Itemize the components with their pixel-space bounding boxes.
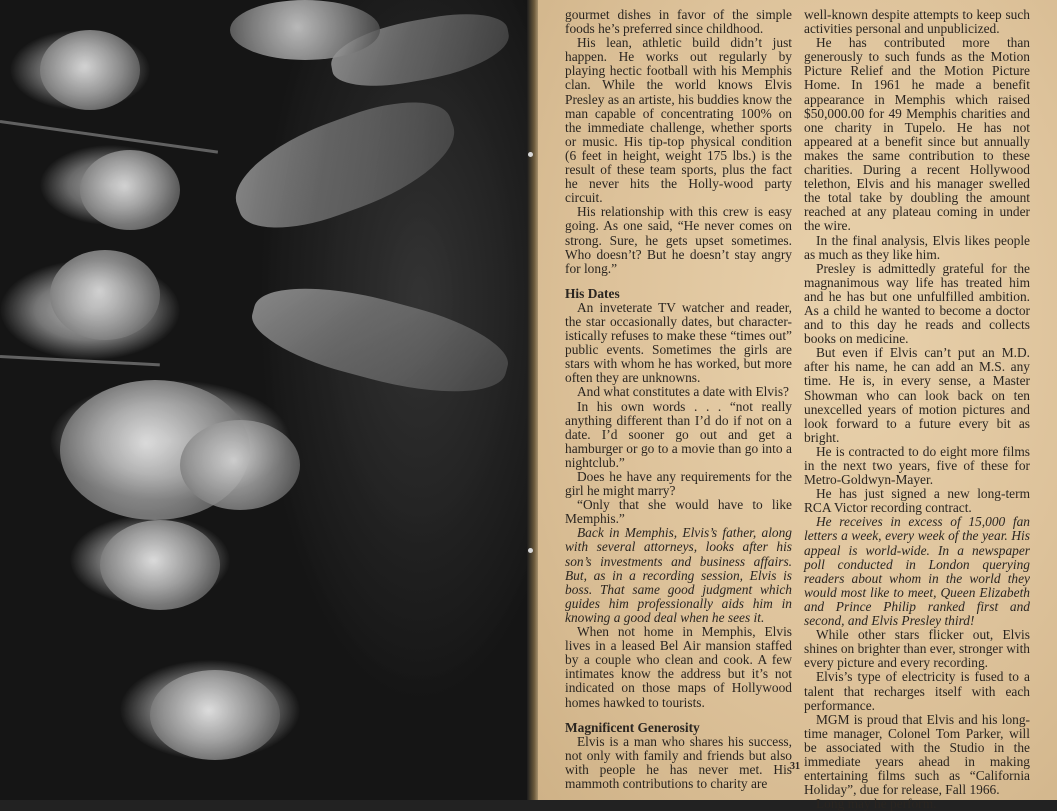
light-streak [0, 120, 218, 154]
paragraph: He is contracted to do eight more films in the next two years, five of these for Metro-Goldwyn-Mayer. [804, 443, 1030, 488]
paragraph: gourmet dishes in favor of the simple foods he’s preferred since childhood. [565, 7, 792, 37]
face-woman [180, 420, 300, 510]
light-streak [0, 355, 160, 366]
paragraph: “Only that she would have to like Memphis.” [565, 497, 792, 527]
paragraph-italic: Back in Memphis, Elvis’s father, along with several attorneys, looks after his son’s investments and business affairs. But, as in a recording session, Elvis is boss. That same good judgment which guides him professionally aids him in knowing a good deal when he sees it. [565, 525, 792, 625]
face-crowd [230, 0, 380, 60]
face-crowd [100, 520, 220, 610]
page-number: 31 [790, 761, 800, 772]
paragraph: Does he have any requirements for the girl he might marry? [565, 469, 792, 499]
paragraph: But even if Elvis can’t put an M.D. after his name, he can add an M.S. any time. He is, in every sense, a Master Showman who can look back on ten unexcelled years of motion pictures and look forward to a future every bit as bright. [804, 345, 1030, 445]
paragraph: When not home in Memphis, Elvis lives in a leased Bel Air mansion staffed by a couple who clean and cook. A few intimates know the address but it’s not indicated on those maps of Hollywood homes hawked to tourists. [565, 624, 792, 710]
hair-highlight [244, 268, 516, 413]
staple-icon [528, 152, 533, 157]
photo-elvis-crowd [0, 0, 530, 800]
section-heading-generosity: Magnificent Generosity [565, 719, 700, 735]
staple-icon [528, 548, 533, 553]
section-heading-his-dates: His Dates [565, 285, 620, 301]
face-crowd [150, 670, 280, 760]
face-crowd [80, 150, 180, 230]
paragraph: Presley is admittedly grateful for the magnanimous way life has treated him and he has but one unfulfilled ambition. As a child he wanted to become a doctor and to this day he reads and collects books on medicine. [804, 260, 1030, 347]
paragraph: In his own words . . . “not really anything different than I’d do if not on a date. I’d sooner go out and get a hamburger or go to a movie than go into a nightclub.” [565, 398, 792, 470]
column-right [804, 8, 1030, 811]
paragraph: He has just signed a new long-term RCA Victor recording contract. [804, 486, 1030, 516]
paragraph: While other stars flicker out, Elvis shines on brighter than ever, stronger with every picture and every recording. [804, 627, 1030, 671]
paragraph: Elvis’s type of electricity is fused to a talent that recharges itself with each performance. [804, 669, 1030, 713]
paragraph: And what constitutes a date with Elvis? [577, 384, 789, 400]
paragraph: In the final analysis, Elvis likes people as much as they like him. [804, 232, 1030, 262]
paragraph: His relationship with this crew is easy going. As one said, “He never comes on strong. Sure, he gets upset sometimes. Who doesn’t? But he doesn’t stay angry for long.” [565, 204, 792, 276]
hair-highlight [222, 83, 469, 246]
paragraph: His lean, athletic build didn’t just happen. He works out regularly by playing hectic football with his Memphis clan. While the world knows Elvis Presley as an artiste, his buddies know the man capable of concentrating 100% on the immediate challenge, whether sports or music. His tip-top physical condition (6 feet in height, weight 175 lbs.) is the result of these team sports, plus the fact he never hits the Holly-wood party circuit. [565, 35, 792, 206]
paragraph: Long may he perform. [816, 796, 937, 811]
paragraph: MGM is proud that Elvis and his long-time manager, Colonel Tom Parker, will be associated with the Studio in the immediate years ahead in making entertaining films such as “California Holiday”, due for release, Fall 1966. [804, 711, 1030, 798]
paragraph: An inveterate TV watcher and reader, the star occasionally dates, but character-istically refuses to make these “times out” public events. Sometimes the girls are stars with whom he has worked, but more often they are unknowns. [565, 299, 792, 386]
face-crowd [40, 30, 140, 110]
paragraph: Elvis is a man who shares his success, not only with family and friends but also with people he has never met. His mammoth contributions to charity are [565, 733, 792, 791]
face-crowd [50, 250, 160, 340]
paragraph: He has contributed more than generously to such funds as the Motion Picture Relief and the Motion Picture Home. In 1961 he made a benefit appearance in Memphis which raised $50,000.00 for 49 Memphis charities and one charity in Tupelo. He has not appeared at a benefit since but annually makes the same contribution to these charities. During a recent Hollywood telethon, Elvis and his manager swelled the total take by doubling the amount reached at any plateau coming in under the wire. [804, 35, 1030, 234]
paragraph-italic: He receives in excess of 15,000 fan letters a week, every week of the year. His appeal is world-wide. In a newspaper poll conducted in London querying readers about whom in the world they would most like to meet, Queen Elizabeth and Prince Philip ranked first and second, and Elvis Presley third! [804, 514, 1030, 629]
paragraph: well-known despite attempts to keep such activities personal and unpublicized. [804, 7, 1030, 37]
column-left [565, 8, 792, 791]
